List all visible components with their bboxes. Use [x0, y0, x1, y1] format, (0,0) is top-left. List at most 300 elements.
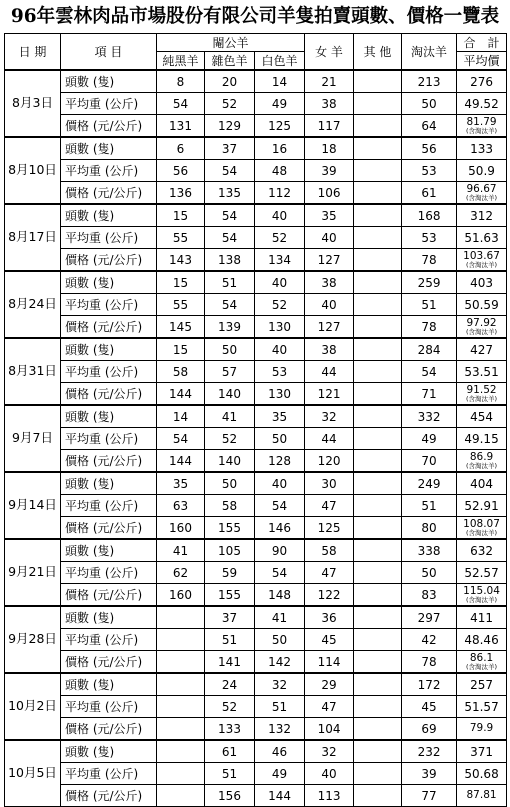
total-avg-price-cell — [457, 316, 507, 339]
pure-black-cell — [157, 673, 205, 696]
total-avg-price-cell — [457, 584, 507, 607]
pure-black-cell: 145 — [157, 316, 205, 339]
other-cell — [354, 562, 402, 584]
mixed-cell: 52 — [205, 93, 255, 115]
total-cell: 49.15 — [457, 428, 507, 450]
total-avg-price-cell — [457, 450, 507, 473]
female-cell: 121 — [305, 383, 354, 406]
price-note: (含淘汰羊) — [465, 528, 498, 537]
female-cell: 38 — [305, 271, 354, 294]
avg-weight-row — [5, 562, 507, 584]
price-row — [5, 182, 507, 205]
mixed-cell: 52 — [205, 696, 255, 718]
item-label: 頭數 (隻) — [61, 539, 157, 562]
pure-black-cell — [157, 606, 205, 629]
item-label: 頭數 (隻) — [61, 70, 157, 93]
item-label: 價格 (元/公斤) — [61, 785, 157, 807]
pure-black-cell: 63 — [157, 495, 205, 517]
white-cell: 144 — [255, 785, 305, 807]
avg-weight-row — [5, 428, 507, 450]
culled-cell: 338 — [402, 539, 457, 562]
white-cell: 132 — [255, 718, 305, 741]
head-count-row — [5, 70, 507, 93]
culled-cell: 53 — [402, 227, 457, 249]
price-row — [5, 450, 507, 473]
culled-cell: 61 — [402, 182, 457, 205]
head-count-row — [5, 740, 507, 763]
mixed-cell: 50 — [205, 472, 255, 495]
header-castrated: 閹公羊 — [157, 34, 305, 52]
female-cell: 47 — [305, 696, 354, 718]
other-cell — [354, 763, 402, 785]
price-note: (含淘汰羊) — [465, 394, 498, 403]
female-cell: 127 — [305, 249, 354, 272]
culled-cell: 172 — [402, 673, 457, 696]
avg-weight-row — [5, 160, 507, 182]
pure-black-cell: 62 — [157, 562, 205, 584]
mixed-cell: 155 — [205, 517, 255, 540]
date-cell: 10月5日 — [5, 740, 61, 807]
other-cell — [354, 383, 402, 406]
mixed-cell: 156 — [205, 785, 255, 807]
culled-cell: 39 — [402, 763, 457, 785]
pure-black-cell: 55 — [157, 294, 205, 316]
avg-weight-row — [5, 629, 507, 651]
total-avg-price: 108.07 — [463, 518, 500, 530]
item-label: 頭數 (隻) — [61, 137, 157, 160]
white-cell: 134 — [255, 249, 305, 272]
item-label: 平均重 (公斤) — [61, 361, 157, 383]
other-cell — [354, 227, 402, 249]
item-label: 頭數 (隻) — [61, 204, 157, 227]
culled-cell: 50 — [402, 93, 457, 115]
female-cell: 114 — [305, 651, 354, 674]
mixed-cell: 24 — [205, 673, 255, 696]
female-cell: 40 — [305, 763, 354, 785]
female-cell: 44 — [305, 361, 354, 383]
item-label: 價格 (元/公斤) — [61, 651, 157, 674]
total-avg-price-cell — [457, 249, 507, 272]
avg-weight-row — [5, 93, 507, 115]
pure-black-cell — [157, 718, 205, 741]
page-title: 96年雲林肉品市場股份有限公司羊隻拍賣頭數、價格一覽表 — [10, 6, 500, 27]
other-cell — [354, 338, 402, 361]
header-white: 白色羊 — [255, 52, 305, 71]
total-cell: 371 — [457, 740, 507, 763]
pure-black-cell: 15 — [157, 204, 205, 227]
price-row — [5, 651, 507, 674]
item-label: 價格 (元/公斤) — [61, 383, 157, 406]
total-avg-price-cell — [457, 115, 507, 138]
date-cell: 8月31日 — [5, 338, 61, 405]
other-cell — [354, 70, 402, 93]
date-cell: 9月28日 — [5, 606, 61, 673]
female-cell: 21 — [305, 70, 354, 93]
mixed-cell: 20 — [205, 70, 255, 93]
total-cell: 454 — [457, 405, 507, 428]
item-label: 價格 (元/公斤) — [61, 584, 157, 607]
white-cell: 46 — [255, 740, 305, 763]
pure-black-cell — [157, 629, 205, 651]
female-cell: 127 — [305, 316, 354, 339]
item-label: 頭數 (隻) — [61, 606, 157, 629]
female-cell: 18 — [305, 137, 354, 160]
female-cell: 45 — [305, 629, 354, 651]
auction-table — [4, 33, 507, 807]
mixed-cell: 52 — [205, 428, 255, 450]
pure-black-cell: 15 — [157, 271, 205, 294]
date-cell: 8月10日 — [5, 137, 61, 204]
price-note: (含淘汰羊) — [465, 126, 498, 135]
mixed-cell: 105 — [205, 539, 255, 562]
culled-cell: 64 — [402, 115, 457, 138]
other-cell — [354, 495, 402, 517]
mixed-cell: 50 — [205, 338, 255, 361]
white-cell: 128 — [255, 450, 305, 473]
total-cell: 404 — [457, 472, 507, 495]
female-cell: 32 — [305, 405, 354, 428]
other-cell — [354, 718, 402, 741]
other-cell — [354, 696, 402, 718]
mixed-cell: 140 — [205, 383, 255, 406]
culled-cell: 297 — [402, 606, 457, 629]
price-row — [5, 785, 507, 807]
white-cell: 130 — [255, 383, 305, 406]
total-cell: 257 — [457, 673, 507, 696]
date-cell: 8月3日 — [5, 70, 61, 137]
mixed-cell: 41 — [205, 405, 255, 428]
date-cell: 8月24日 — [5, 271, 61, 338]
culled-cell: 78 — [402, 651, 457, 674]
total-avg-price: 96.67 — [466, 183, 497, 195]
total-avg-price: 103.67 — [463, 250, 500, 262]
total-avg-price-cell — [457, 785, 507, 807]
female-cell: 47 — [305, 495, 354, 517]
mixed-cell: 59 — [205, 562, 255, 584]
other-cell — [354, 294, 402, 316]
header-date: 日 期 — [5, 34, 61, 71]
other-cell — [354, 606, 402, 629]
white-cell: 50 — [255, 629, 305, 651]
culled-cell: 42 — [402, 629, 457, 651]
mixed-cell: 129 — [205, 115, 255, 138]
culled-cell: 78 — [402, 316, 457, 339]
white-cell: 49 — [255, 93, 305, 115]
white-cell: 52 — [255, 227, 305, 249]
mixed-cell: 54 — [205, 227, 255, 249]
item-label: 平均重 (公斤) — [61, 93, 157, 115]
mixed-cell: 51 — [205, 763, 255, 785]
mixed-cell: 51 — [205, 629, 255, 651]
mixed-cell: 155 — [205, 584, 255, 607]
date-cell: 9月7日 — [5, 405, 61, 472]
white-cell: 53 — [255, 361, 305, 383]
table-body — [5, 70, 507, 807]
item-label: 頭數 (隻) — [61, 472, 157, 495]
total-cell: 51.63 — [457, 227, 507, 249]
female-cell: 120 — [305, 450, 354, 473]
price-note: (含淘汰羊) — [465, 662, 498, 671]
price-row — [5, 316, 507, 339]
total-cell: 50.9 — [457, 160, 507, 182]
header-total-line1: 合 計 — [457, 34, 507, 52]
mixed-cell: 133 — [205, 718, 255, 741]
total-cell: 312 — [457, 204, 507, 227]
pure-black-cell — [157, 651, 205, 674]
date-cell: 8月17日 — [5, 204, 61, 271]
white-cell: 16 — [255, 137, 305, 160]
pure-black-cell: 144 — [157, 383, 205, 406]
pure-black-cell: 8 — [157, 70, 205, 93]
header-culled: 淘汰羊 — [402, 34, 457, 71]
white-cell: 40 — [255, 204, 305, 227]
price-row — [5, 718, 507, 741]
total-avg-price: 86.9 — [469, 451, 494, 463]
white-cell: 148 — [255, 584, 305, 607]
other-cell — [354, 472, 402, 495]
pure-black-cell: 143 — [157, 249, 205, 272]
total-cell: 427 — [457, 338, 507, 361]
female-cell: 38 — [305, 93, 354, 115]
white-cell: 90 — [255, 539, 305, 562]
pure-black-cell — [157, 763, 205, 785]
female-cell: 58 — [305, 539, 354, 562]
female-cell: 35 — [305, 204, 354, 227]
total-cell: 48.46 — [457, 629, 507, 651]
item-label: 價格 (元/公斤) — [61, 718, 157, 741]
head-count-row — [5, 271, 507, 294]
total-cell: 49.52 — [457, 93, 507, 115]
other-cell — [354, 785, 402, 807]
total-cell: 50.59 — [457, 294, 507, 316]
white-cell: 146 — [255, 517, 305, 540]
total-avg-price: 81.79 — [466, 116, 497, 128]
item-label: 價格 (元/公斤) — [61, 316, 157, 339]
other-cell — [354, 740, 402, 763]
item-label: 頭數 (隻) — [61, 673, 157, 696]
pure-black-cell: 54 — [157, 428, 205, 450]
total-cell: 632 — [457, 539, 507, 562]
white-cell: 130 — [255, 316, 305, 339]
head-count-row — [5, 606, 507, 629]
pure-black-cell: 35 — [157, 472, 205, 495]
culled-cell: 71 — [402, 383, 457, 406]
female-cell: 47 — [305, 562, 354, 584]
culled-cell: 80 — [402, 517, 457, 540]
culled-cell: 249 — [402, 472, 457, 495]
item-label: 價格 (元/公斤) — [61, 249, 157, 272]
mixed-cell: 54 — [205, 204, 255, 227]
price-note: (含淘汰羊) — [465, 461, 498, 470]
culled-cell: 168 — [402, 204, 457, 227]
other-cell — [354, 539, 402, 562]
culled-cell: 51 — [402, 495, 457, 517]
avg-weight-row — [5, 294, 507, 316]
item-label: 平均重 (公斤) — [61, 495, 157, 517]
total-cell: 403 — [457, 271, 507, 294]
female-cell: 32 — [305, 740, 354, 763]
price-note: (含淘汰羊) — [465, 260, 498, 269]
culled-cell: 83 — [402, 584, 457, 607]
female-cell: 117 — [305, 115, 354, 138]
female-cell: 30 — [305, 472, 354, 495]
item-label: 價格 (元/公斤) — [61, 450, 157, 473]
pure-black-cell: 54 — [157, 93, 205, 115]
female-cell: 106 — [305, 182, 354, 205]
female-cell: 29 — [305, 673, 354, 696]
white-cell: 32 — [255, 673, 305, 696]
date-cell: 9月14日 — [5, 472, 61, 539]
other-cell — [354, 673, 402, 696]
female-cell: 40 — [305, 294, 354, 316]
price-row — [5, 249, 507, 272]
culled-cell: 50 — [402, 562, 457, 584]
white-cell: 125 — [255, 115, 305, 138]
total-avg-price: 97.92 — [466, 317, 497, 329]
total-avg-price: 87.81 — [466, 789, 497, 802]
item-label: 頭數 (隻) — [61, 271, 157, 294]
mixed-cell: 51 — [205, 271, 255, 294]
header-mixed: 雜色羊 — [205, 52, 255, 71]
white-cell: 54 — [255, 562, 305, 584]
culled-cell: 332 — [402, 405, 457, 428]
item-label: 平均重 (公斤) — [61, 294, 157, 316]
total-avg-price-cell — [457, 517, 507, 540]
total-cell: 52.57 — [457, 562, 507, 584]
head-count-row — [5, 472, 507, 495]
other-cell — [354, 428, 402, 450]
culled-cell: 56 — [402, 137, 457, 160]
female-cell: 125 — [305, 517, 354, 540]
item-label: 平均重 (公斤) — [61, 227, 157, 249]
header-item: 項 目 — [61, 34, 157, 71]
female-cell: 122 — [305, 584, 354, 607]
mixed-cell: 135 — [205, 182, 255, 205]
total-cell: 411 — [457, 606, 507, 629]
pure-black-cell: 15 — [157, 338, 205, 361]
item-label: 價格 (元/公斤) — [61, 115, 157, 138]
other-cell — [354, 584, 402, 607]
culled-cell: 45 — [402, 696, 457, 718]
other-cell — [354, 517, 402, 540]
pure-black-cell: 58 — [157, 361, 205, 383]
date-cell: 9月21日 — [5, 539, 61, 606]
mixed-cell: 140 — [205, 450, 255, 473]
avg-weight-row — [5, 495, 507, 517]
price-note: (含淘汰羊) — [465, 193, 498, 202]
white-cell: 40 — [255, 472, 305, 495]
total-cell: 52.91 — [457, 495, 507, 517]
header-total-line2: 平均價 — [457, 52, 507, 71]
culled-cell: 78 — [402, 249, 457, 272]
price-row — [5, 383, 507, 406]
other-cell — [354, 450, 402, 473]
culled-cell: 69 — [402, 718, 457, 741]
white-cell: 49 — [255, 763, 305, 785]
head-count-row — [5, 204, 507, 227]
item-label: 平均重 (公斤) — [61, 428, 157, 450]
total-avg-price: 79.9 — [469, 722, 494, 735]
mixed-cell: 37 — [205, 137, 255, 160]
female-cell: 40 — [305, 227, 354, 249]
pure-black-cell — [157, 740, 205, 763]
pure-black-cell: 56 — [157, 160, 205, 182]
mixed-cell: 37 — [205, 606, 255, 629]
head-count-row — [5, 539, 507, 562]
pure-black-cell — [157, 785, 205, 807]
white-cell: 48 — [255, 160, 305, 182]
mixed-cell: 57 — [205, 361, 255, 383]
item-label: 平均重 (公斤) — [61, 696, 157, 718]
head-count-row — [5, 673, 507, 696]
female-cell: 104 — [305, 718, 354, 741]
pure-black-cell — [157, 696, 205, 718]
pure-black-cell: 131 — [157, 115, 205, 138]
total-cell: 53.51 — [457, 361, 507, 383]
item-label: 頭數 (隻) — [61, 740, 157, 763]
item-label: 平均重 (公斤) — [61, 160, 157, 182]
mixed-cell: 54 — [205, 160, 255, 182]
culled-cell: 51 — [402, 294, 457, 316]
total-cell: 50.68 — [457, 763, 507, 785]
header-other: 其 他 — [354, 34, 402, 71]
other-cell — [354, 405, 402, 428]
culled-cell: 49 — [402, 428, 457, 450]
total-avg-price: 86.1 — [469, 652, 494, 664]
mixed-cell: 141 — [205, 651, 255, 674]
item-label: 平均重 (公斤) — [61, 629, 157, 651]
total-cell: 133 — [457, 137, 507, 160]
date-cell: 10月2日 — [5, 673, 61, 740]
price-row — [5, 517, 507, 540]
price-row — [5, 115, 507, 138]
price-note: (含淘汰羊) — [465, 327, 498, 336]
item-label: 價格 (元/公斤) — [61, 182, 157, 205]
total-cell: 51.57 — [457, 696, 507, 718]
item-label: 頭數 (隻) — [61, 405, 157, 428]
total-avg-price: 115.04 — [463, 585, 500, 597]
other-cell — [354, 115, 402, 138]
other-cell — [354, 137, 402, 160]
other-cell — [354, 249, 402, 272]
other-cell — [354, 361, 402, 383]
item-label: 價格 (元/公斤) — [61, 517, 157, 540]
pure-black-cell: 6 — [157, 137, 205, 160]
table-header — [5, 34, 507, 71]
head-count-row — [5, 405, 507, 428]
pure-black-cell: 55 — [157, 227, 205, 249]
total-avg-price-cell — [457, 718, 507, 741]
white-cell: 51 — [255, 696, 305, 718]
avg-weight-row — [5, 696, 507, 718]
culled-cell: 53 — [402, 160, 457, 182]
item-label: 平均重 (公斤) — [61, 763, 157, 785]
pure-black-cell: 144 — [157, 450, 205, 473]
price-row — [5, 584, 507, 607]
mixed-cell: 58 — [205, 495, 255, 517]
other-cell — [354, 629, 402, 651]
mixed-cell: 138 — [205, 249, 255, 272]
avg-weight-row — [5, 227, 507, 249]
total-avg-price: 91.52 — [466, 384, 497, 396]
white-cell: 50 — [255, 428, 305, 450]
white-cell: 14 — [255, 70, 305, 93]
white-cell: 52 — [255, 294, 305, 316]
white-cell: 112 — [255, 182, 305, 205]
other-cell — [354, 182, 402, 205]
culled-cell: 54 — [402, 361, 457, 383]
white-cell: 35 — [255, 405, 305, 428]
